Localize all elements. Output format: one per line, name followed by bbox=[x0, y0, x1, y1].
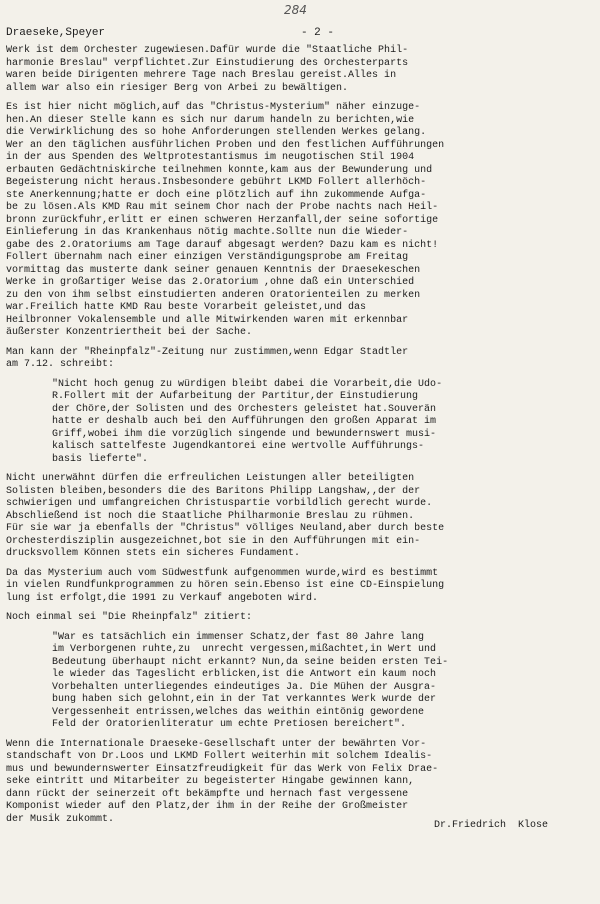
handwritten-page-number: 284 bbox=[284, 3, 307, 17]
text-line: Da das Mysterium auch vom Südwestfunk aufgenommen wurde,wird es bestimmt bbox=[6, 567, 439, 579]
document-body bbox=[6, 45, 598, 833]
text-line: Komponist wieder auf den Platz,der ihm in der Reihe der Großmeister bbox=[6, 801, 409, 812]
text-line: Werk ist dem Orchester zugewiesen.Dafür wurde die "Staatliche Phil- bbox=[6, 45, 409, 56]
text-line: Abschließend ist noch die Staatliche Philharmonie Breslau zu rühmen. bbox=[6, 510, 415, 522]
text-line: äußerster Konzentriertheit bei der Sache. bbox=[6, 327, 253, 338]
text-line: Follert übernahm nach einer einzigen Verständigungsprobe am Freitag bbox=[6, 252, 409, 263]
text-line: war.Freilich hatte KMD Rau beste Vorarbeit geleistet,und das bbox=[6, 302, 367, 313]
text-line: seke eintritt und Mitarbeiter zu begeisterter Hingabe gewinnen kann, bbox=[6, 776, 415, 787]
text-line: Feld der Oratorienliteratur um echte Pretiosen bereichert". bbox=[52, 719, 407, 730]
text-line: Orchesterdisziplin ausgezeichnet,bot sie in den Aufführungen mit ein- bbox=[6, 535, 421, 547]
quoted-paragraph bbox=[6, 379, 598, 467]
text-line: zu den von ihm selbst einstudierten anderen Oratorienteilen zu merken bbox=[6, 289, 421, 301]
text-line: in vielen Rundfunkprogrammen zu hören sein.Ebenso ist eine CD-Einspielung bbox=[6, 580, 445, 591]
text-line: erbauten Gedächtniskirche teilnehmen konnte,kam aus der Bewunderung und bbox=[6, 164, 433, 176]
text-line: dann rückt der seinerzeit oft bekämpfte und hernach fast vergessene bbox=[6, 788, 409, 800]
text-line: vormittag das musterte dank seiner genauen Kenntnis der Draesekeschen bbox=[6, 264, 421, 276]
text-line: le wieder das Tageslicht erblicken,ist die Antwort ein kaum noch bbox=[52, 669, 437, 680]
body-paragraph bbox=[6, 739, 598, 827]
body-paragraph bbox=[6, 102, 598, 340]
text-line: Bedeutung überhaupt nicht erkannt? Nun,da seine beiden ersten Tei- bbox=[52, 656, 449, 668]
text-line: Begeisterung nicht heraus.Insbesondere gebührt LKMD Follert allerhöch- bbox=[6, 177, 427, 188]
text-line: "Nicht hoch genug zu würdigen bleibt dabei die Vorarbeit,die Udo- bbox=[52, 378, 443, 390]
text-line: Einlieferung in das Krankenhaus nötig machte.Sollte nun die Wieder- bbox=[6, 227, 409, 238]
text-line: Es ist hier nicht möglich,auf das "Christus-Mysterium" näher einzuge- bbox=[6, 102, 421, 113]
text-line: ste Anerkennung;hatte er doch eine plötzlich auf ihn zukommende Aufga- bbox=[6, 189, 427, 201]
text-line: bung haben sich gelohnt,ein in der Tat verkanntes Werk wurde der bbox=[52, 694, 437, 705]
text-line: im Verborgenen ruhte,zu unrecht vergessen,mißachtet,in Wert und bbox=[52, 644, 437, 655]
text-line: kalisch sattelfeste Jugendkantorei eine wertvolle Aufführungs- bbox=[52, 441, 425, 452]
quoted-paragraph bbox=[6, 632, 598, 732]
text-line: Vorbehalten unterliegendes eindeutiges Ja. Die Mühen der Ausgra- bbox=[52, 681, 437, 693]
text-line: Vergessenheit entrissen,welches das weithin eintönig gewordene bbox=[52, 706, 425, 718]
text-line: Solisten bleiben,besonders die des Baritons Philipp Langshaw,,der der bbox=[6, 485, 421, 497]
text-line: Nicht unerwähnt dürfen die erfreulichen Leistungen aller beteiligten bbox=[6, 473, 415, 484]
text-line: basis lieferte". bbox=[52, 453, 149, 465]
text-line: allem war also ein riesiger Berg von Arbei zu bewältigen. bbox=[6, 82, 349, 94]
text-line: in der aus Spenden des Weltprotestantismus im neugotischen Stil 1904 bbox=[6, 152, 415, 163]
text-line: hen.An dieser Stelle kann es sich nur darum handeln zu berichten,wie bbox=[6, 114, 415, 126]
text-line: Noch einmal sei "Die Rheinpfalz" zitiert: bbox=[6, 612, 253, 623]
text-line: der Chöre,der Solisten und des Orchesters geleistet hat.Souverän bbox=[52, 403, 437, 415]
text-line: Heilbronner Vokalensemble und alle Mitwirkenden waren mit erkennbar bbox=[6, 314, 409, 326]
text-line: be zu lösen.Als KMD Rau mit seinem Chor nach der Probe nachts nach Heil- bbox=[6, 202, 439, 213]
text-line: drucksvollem Können stets ein sicheres Fundament. bbox=[6, 548, 301, 559]
text-line: der Musik zukommt. bbox=[6, 813, 115, 825]
header-author-location: Draeseke,Speyer bbox=[6, 27, 106, 39]
body-paragraph bbox=[6, 473, 598, 561]
text-line: Wer an den täglichen ausführlichen Proben und den festlichen Aufführungen bbox=[6, 139, 445, 151]
header-page-marker: - 2 - bbox=[300, 27, 334, 39]
text-line: bronn zurückfuhr,erlitt er einen schweren Herzanfall,der seine sofortige bbox=[6, 214, 439, 226]
text-line: R.Follert mit der Aufarbeitung der Partitur,der Einstudierung bbox=[52, 391, 419, 402]
body-paragraph bbox=[6, 45, 598, 95]
author-signature: Dr.Friedrich Klose bbox=[433, 820, 548, 831]
body-paragraph bbox=[6, 568, 598, 606]
text-line: Für sie war ja ebenfalls der "Christus" völliges Neuland,aber durch beste bbox=[6, 523, 445, 534]
body-paragraph bbox=[6, 347, 598, 372]
page-header bbox=[6, 27, 596, 40]
text-line: schwierigen und umfangreichen Christuspartie vorbildlich gerecht wurde. bbox=[6, 498, 433, 509]
text-line: die Verwirklichung des so hohe Anforderungen stellenden Werkes gelang. bbox=[6, 127, 427, 138]
text-line: "War es tatsächlich ein immenser Schatz,der fast 80 Jahre lang bbox=[52, 631, 425, 643]
text-line: gabe des 2.Oratoriums am Tage darauf abgesagt werden? Dazu kam es nicht! bbox=[6, 239, 439, 251]
text-line: standschaft von Dr.Loos und LKMD Follert weiterhin mit solchem Idealis- bbox=[6, 751, 433, 762]
text-line: mus und bewundernswerter Einsatzfreudigkeit für das Werk von Felix Drae- bbox=[6, 763, 439, 775]
text-line: harmonie Breslau" verpflichtet.Zur Einstudierung des Orchesterparts bbox=[6, 57, 409, 69]
text-line: Werke in großartiger Weise das 2.Oratorium ,ohne daß ein Unterschied bbox=[6, 277, 415, 288]
text-line: Wenn die Internationale Draeseke-Gesellschaft unter der bewährten Vor- bbox=[6, 738, 427, 750]
text-line: lung ist erfolgt,die 1991 zu Verkauf angeboten wird. bbox=[6, 592, 319, 604]
text-line: Griff,wobei ihm die vorzüglich singende und bewundernswert musi- bbox=[52, 428, 437, 440]
text-line: am 7.12. schreibt: bbox=[6, 359, 115, 370]
text-line: waren beide Dirigenten mehrere Tage nach Breslau gereist.Alles in bbox=[6, 70, 397, 81]
body-paragraph bbox=[6, 612, 598, 625]
text-line: Man kann der "Rheinpfalz"-Zeitung nur zustimmen,wenn Edgar Stadtler bbox=[6, 346, 409, 358]
text-line: hatte er deshalb auch bei den Aufführungen den großen Apparat im bbox=[52, 416, 437, 427]
